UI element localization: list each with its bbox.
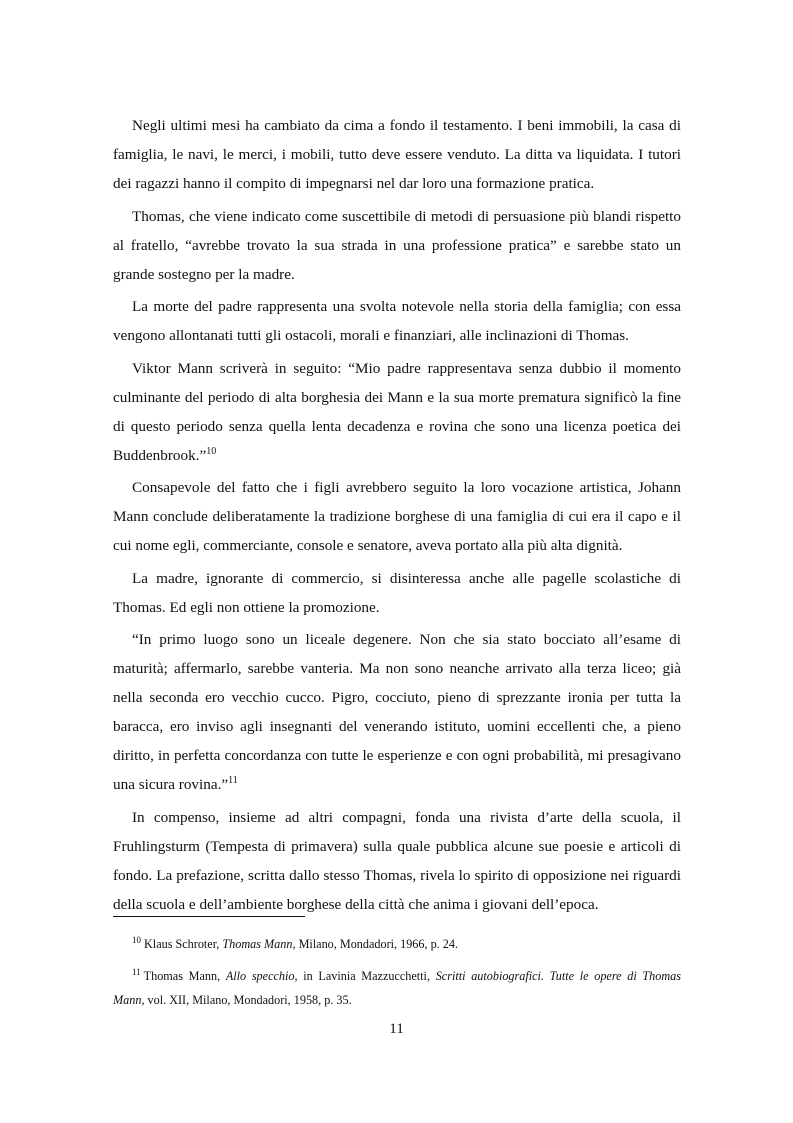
- paragraph-text: La madre, ignorante di commercio, si disinteressa anche alle pagelle scolastiche di Thomas. Ed egli non ottiene la promozione.: [113, 569, 681, 616]
- paragraph-text: La morte del padre rappresenta una svolta notevole nella storia della famiglia; con essa vengono allontanati tutti gli ostacoli, morali e finanziari, alle inclinazioni di Thomas.: [113, 298, 681, 344]
- paragraph: [113, 473, 681, 560]
- paragraph-text: Thomas, che viene indicato come suscettibile di metodi di persuasione più blandi rispetto al fratello, “avrebbe trovato la sua strada in una professione pratica” e sarebbe stato un grande sostegno per la madre.: [113, 207, 681, 283]
- footnote-reference[interactable]: 11: [228, 774, 238, 786]
- footnote-title: Thomas Mann: [222, 937, 293, 951]
- paragraph-text: In compenso, insieme ad altri compagni, fonda una rivista d’arte della scuola, il Fruhlingsturm (Tempesta di primavera) sulla quale pubblica alcune sue poesie e articoli di fondo. La prefazione, scritta dallo stesso Thomas, rivela lo spirito di opposizione nei riguardi della scuola e dell’ambiente borghese della città che anima i giovani dell’epoca.: [113, 808, 681, 913]
- paragraph: [113, 292, 681, 350]
- footnote-collection-title: Scritti autobiografici. Tutte le opere di Thomas Mann: [113, 969, 682, 1007]
- footnote: [113, 964, 681, 1012]
- paragraph: [113, 354, 681, 470]
- paragraph: [113, 803, 681, 919]
- footnote-author: Thomas Mann,: [143, 969, 226, 983]
- footnote-details: , Milano, Mondadori, 1966, p. 24.: [292, 937, 459, 951]
- footnote-separator: [113, 916, 305, 917]
- paragraph: [113, 111, 681, 198]
- page-number: 11: [389, 1020, 404, 1037]
- footnote-middle: , in Lavinia Mazzucchetti,: [294, 969, 436, 983]
- footnote-author: Klaus Schroter,: [144, 937, 223, 951]
- footnote-number: 11: [132, 966, 141, 977]
- paragraph: [113, 564, 681, 622]
- footnote-number: 10: [132, 934, 141, 945]
- paragraph: [113, 202, 681, 289]
- footnote-details: , vol. XII, Milano, Mondadori, 1958, p. 35.: [141, 993, 352, 1007]
- paragraph-text: Viktor Mann scriverà in seguito: “Mio padre rappresentava senza dubbio il momento culminante del periodo di alta borghesia dei Mann e la sua morte prematura significò la fine di questo periodo senza quella lenta decadenza e rovina che sono una licenza poetica dei Buddenbrook.”: [113, 359, 681, 464]
- paragraph-text: Consapevole del fatto che i figli avrebbero seguito la loro vocazione artistica, Johann Mann conclude deliberatamente la tradizione borghese di una famiglia di cui era il capo e il cui nome egli, commerciante, console e senatore, aveva portato alla più alta dignità.: [113, 479, 681, 554]
- footnote-reference[interactable]: 10: [206, 445, 217, 457]
- paragraph: [113, 625, 681, 799]
- paragraph-text: “In primo luogo sono un liceale degenere. Non che sia stato bocciato all’esame di maturità; affermarlo, sarebbe vanteria. Ma non sono neanche arrivato alla terza liceo; già nella seconda ero vecchio cucco. Pigro, cocciuto, pieno di sprezzante ironia per tutta la baracca, ero inviso agli insegnanti del venerando istituto, uomini eccellenti che, a pieno diritto, in perfetta concordanza con tutte le esperienze e con ogni probabilità, mi presagivano una sicura rovina.”: [113, 631, 681, 793]
- footnote-title: Allo specchio: [225, 969, 295, 983]
- footnotes: [113, 932, 681, 1020]
- footnote: [113, 932, 681, 956]
- body-text: [113, 111, 681, 922]
- paragraph-text: Negli ultimi mesi ha cambiato da cima a fondo il testamento. I beni immobili, la casa di famiglia, le navi, le merci, i mobili, tutto deve essere venduto. La ditta va liquidata. I tutori dei ragazzi hanno il compito di impegnarsi nel dar loro una formazione pratica.: [113, 117, 681, 192]
